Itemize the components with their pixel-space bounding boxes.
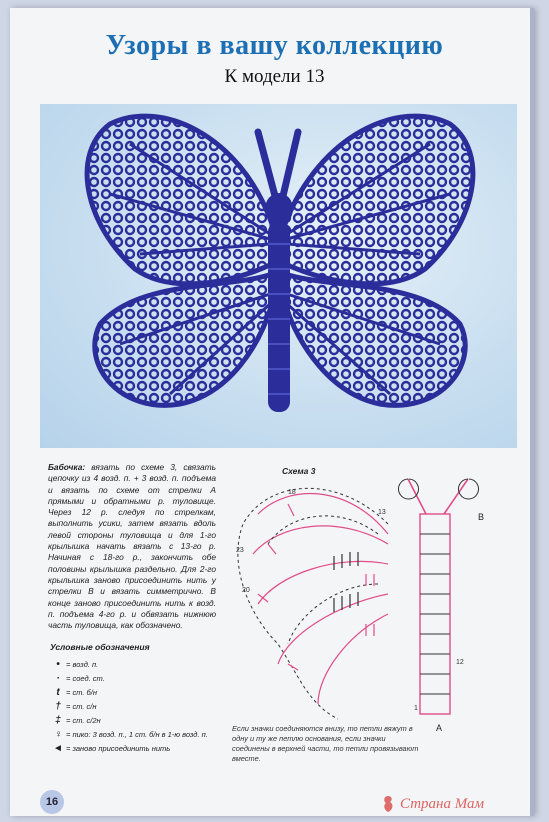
legend-item-label: = ст. с/2н	[66, 715, 101, 725]
legend-item	[50, 657, 240, 671]
legend-item-label: = пико: 3 возд. п., 1 ст. б/н в 1-ю возд. п.	[66, 729, 208, 739]
row-number: 13	[378, 509, 386, 516]
legend-item	[50, 671, 240, 685]
arrow-b-label: В	[478, 512, 485, 522]
butterfly-photo	[40, 104, 517, 448]
legend-item	[50, 727, 240, 741]
row-number: 1	[414, 705, 418, 712]
instructions-body: вязать по схеме 3, связать цепочку из 4 возд. п. + 3 возд. п. подъема и вязать по схеме от стрелки А прямыми и обратными р. туловище. Через 12 р. следуя по стрелкам, выполнить усики, затем вязать вдоль левой стороны туловища и для 1-го крылышка начать вязать с 13-го р. Начиная с 18-го р., закончить обе половины крылышка раздельно. Для 2-го крылышка заново присоединить нить у стрелки В и вязать симметрично. В конце заново присоединить нить к возд. п. подъема 4-го р. и обвязать нижнюю часть туловища, как обозначено.	[48, 462, 216, 631]
diagram-body	[399, 479, 479, 714]
legend-item-label: = ст. б/н	[66, 687, 97, 697]
legend-list	[50, 657, 240, 755]
crochet-butterfly-image	[40, 104, 517, 448]
instructions-label: Бабочка:	[48, 462, 86, 472]
wing-fans	[253, 494, 388, 704]
crochet-diagram	[228, 474, 508, 734]
arrow-a-label: А	[436, 723, 443, 733]
row-number: 23	[236, 547, 244, 554]
row-number: 20	[242, 587, 250, 594]
scheme-title: Схема 3	[282, 466, 316, 476]
stork-logo-icon	[380, 794, 396, 814]
row-number: 18	[288, 489, 296, 496]
row-number: 12	[456, 659, 464, 666]
legend-item-label: = ст. с/н	[66, 701, 97, 711]
legend-title: Условные обозначения	[50, 642, 150, 652]
page-title: Узоры в вашу коллекцию	[105, 30, 444, 61]
join-yarn-icon: ◄	[53, 742, 63, 754]
page-subtitle: К модели 13	[224, 66, 325, 87]
chain-stitch-icon: •	[56, 658, 60, 670]
legend-item	[50, 713, 240, 727]
treble-crochet-icon: ‡	[55, 714, 61, 726]
watermark-text: Страна Мам	[400, 796, 485, 812]
page-number: 16	[40, 790, 64, 814]
wing-chains	[238, 488, 388, 719]
single-crochet-icon: t	[56, 686, 60, 698]
legend-item	[50, 699, 240, 713]
diagram-note: Если значки соединяются внизу, то петли вяжут в одну и ту же петлю основания, если значки соединены в верхней части, то петли провязывают вместе.	[232, 724, 419, 763]
double-crochet-icon: †	[55, 700, 61, 712]
legend-item-label: = заново присоединить нить	[66, 743, 171, 753]
picot-icon: ♀	[54, 728, 62, 740]
instructions-text	[48, 462, 216, 631]
legend-item	[50, 685, 240, 699]
slip-stitch-icon: ·	[56, 672, 60, 684]
legend-item	[50, 741, 240, 755]
legend-item-label: = соед. ст.	[66, 673, 105, 683]
legend-item-label: = возд. п.	[66, 659, 99, 669]
